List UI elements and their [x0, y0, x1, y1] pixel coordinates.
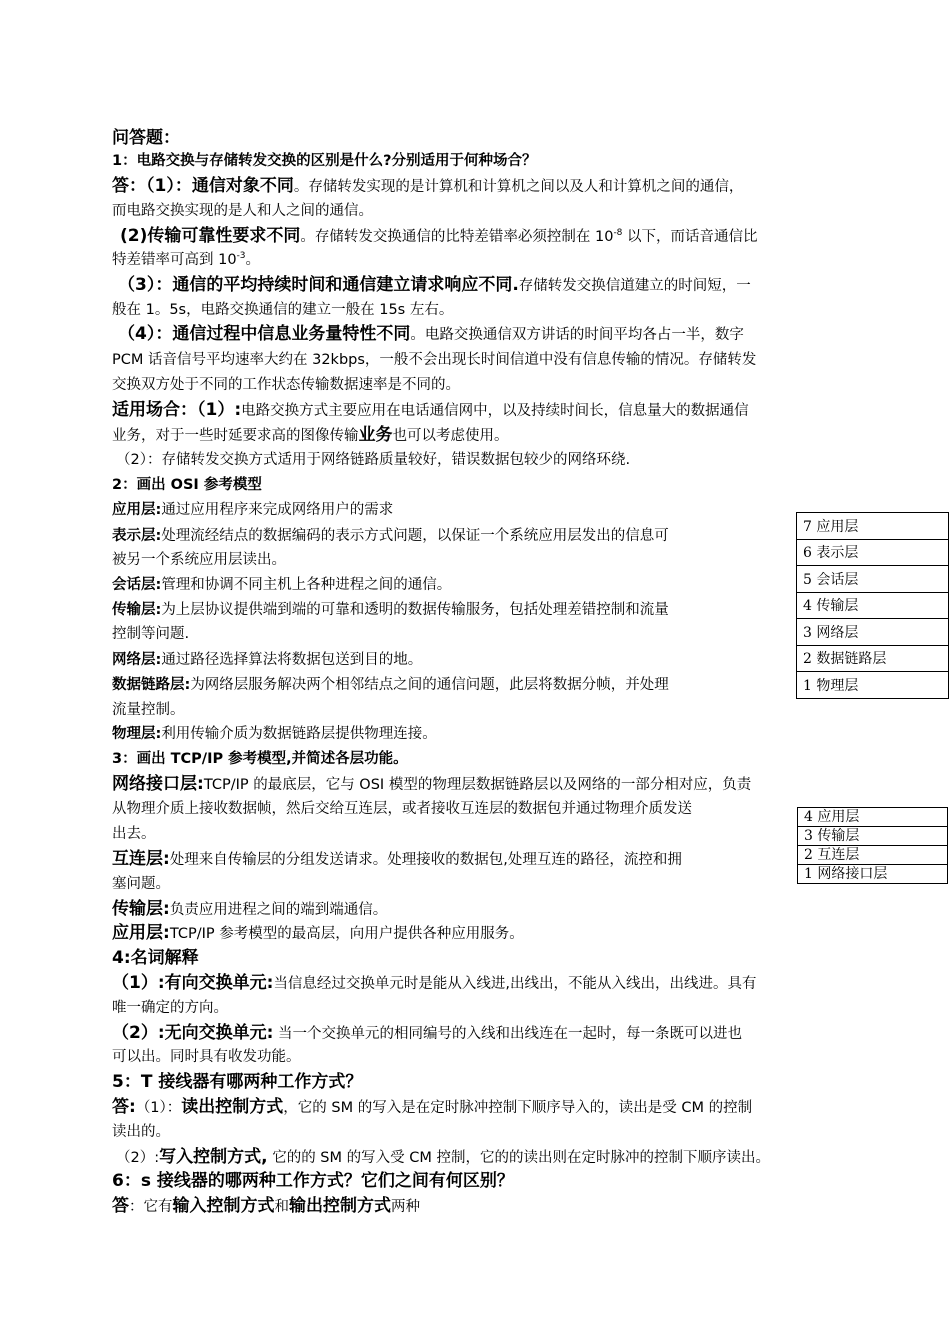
- q1-a1-text: 。存储转发实现的是计算机和计算机之间以及人和计算机之间的通信，: [293, 179, 744, 195]
- q1-answer-4-cont: PCM 话音信号平均速率大约在 32kbps，一般不会出现长时间信道中没有信息传输的情况。存储转发: [112, 352, 757, 368]
- question-2: 2：画出 OSI 参考模型: [112, 477, 262, 493]
- osi-layer-table: [796, 512, 949, 699]
- tcp-network-interface-cont2: 出去。: [112, 826, 156, 842]
- q1-use-2: [116, 450, 630, 470]
- osi-sess-text: 管理和协调不同主机上各种进程之间的通信。: [161, 577, 452, 593]
- q6-a-bold1: 输入控制方式: [172, 1196, 275, 1216]
- q4-t2-text: 当一个交换单元的相同编号的入线和出线连在一起时，每一条既可以进也: [273, 1026, 743, 1042]
- question-5: 5：T 接线器有哪两种工作方式？: [112, 1072, 363, 1092]
- tcp-ni-text: TCP/IP 的最底层，它与 OSI 模型的物理层数据链路层以及网络的一部分相对应，负责: [203, 777, 752, 793]
- osi-transport: [112, 600, 669, 620]
- q1-a2-text-b: 以下，而话音通信比: [622, 229, 758, 245]
- question-3: 3：画出 TCP/IP 参考模型,并简述各层功能。: [112, 751, 408, 767]
- osi-pres-label: 表示层:: [112, 528, 162, 544]
- q5-answer-2: [116, 1147, 770, 1168]
- osi-presentation-cont: 被另一个系统应用层读出。: [112, 552, 286, 568]
- q5-a1-num: （1）：: [135, 1100, 182, 1116]
- q4-term-2: [112, 1023, 742, 1044]
- osi-table-row: 6 表示层: [797, 539, 949, 566]
- q1-a4-text: 。电路交换通信双方讲话的时间平均各占一半，数字: [410, 327, 744, 343]
- q1-use-text2-a: 业务，对于一些时延要求高的图像传输: [112, 428, 359, 444]
- osi-application: [112, 500, 393, 520]
- q1-a4-label: （4）：通信过程中信息业务量特性不同: [118, 324, 411, 344]
- osi-table-row: 5 会话层: [797, 566, 949, 593]
- q4-term-2-cont: 可以出。同时具有收发功能。: [112, 1049, 301, 1065]
- osi-trans-label: 传输层:: [112, 602, 162, 618]
- q6-a-text3: 两种: [391, 1199, 420, 1215]
- tcp-ap-text: TCP/IP 参考模型的最高层，向用户提供各种应用服务。: [169, 926, 524, 942]
- q5-a2-bold: 写入控制方式,: [159, 1147, 268, 1167]
- tcp-table-row: 2 互连层: [798, 846, 948, 865]
- q1-a2-text-a: 。存储转发交换通信的比特差错率必须控制在 10: [300, 229, 614, 245]
- q1-a2-sup1: -8: [613, 228, 623, 239]
- osi-table-row: 2 数据链路层: [797, 645, 949, 672]
- q1-use2-label: （2）：: [116, 452, 162, 468]
- q1-a3-text: 存储转发交换信道建立的时间短，一: [518, 278, 751, 294]
- tcp-transport: [112, 899, 387, 920]
- q1-answer-3: [118, 275, 751, 296]
- osi-table-row: 1 物理层: [797, 672, 949, 699]
- osi-datalink-cont: 流量控制。: [112, 702, 185, 718]
- tcp-table-row: 4 应用层: [798, 808, 948, 827]
- q5-a-label: 答:: [112, 1097, 136, 1117]
- osi-dl-text: 为网络层服务解决两个相邻结点之间的通信问题，此层将数据分帧，并处理: [190, 677, 669, 693]
- q5-answer-1: [112, 1097, 752, 1118]
- osi-datalink: [112, 675, 669, 695]
- tcp-ni-label: 网络接口层:: [112, 774, 204, 794]
- tcp-layer-table: [797, 807, 948, 884]
- tcp-inet-text: 处理来自传输层的分组发送请求。处理接收的数据包,处理互连的路径，流控和拥: [169, 852, 682, 868]
- q1-a2-sup2: -3: [236, 251, 246, 262]
- osi-session: [112, 575, 451, 595]
- q6-answer: [112, 1196, 420, 1217]
- q1-use2-text: 存储转发交换方式适用于网络链路质量较好，错误数据包较少的网络环绕.: [161, 452, 631, 468]
- osi-phy-label: 物理层:: [112, 726, 162, 742]
- q6-a-text1: ：它有: [129, 1199, 173, 1215]
- tcp-internet-cont: 塞问题。: [112, 876, 170, 892]
- tcp-internet: [112, 849, 682, 870]
- q1-use-1-cont: [112, 425, 509, 446]
- q1-answer-2-cont: [112, 250, 260, 270]
- osi-transport-cont: 控制等问题.: [112, 626, 190, 642]
- q1-a2-label: (2)传输可靠性要求不同: [120, 226, 301, 246]
- q1-use-text: 电路交换方式主要应用在电话通信网中，以及持续时间长，信息量大的数据通信: [241, 403, 749, 419]
- tcp-tr-text: 负责应用进程之间的端到端通信。: [169, 902, 388, 918]
- question-4: 4:名词解释: [112, 948, 199, 968]
- q1-answer-4: [118, 324, 744, 345]
- tcp-tr-label: 传输层:: [112, 899, 170, 919]
- q1-answer-4-cont2: 交换双方处于不同的工作状态传输数据速率是不同的。: [112, 377, 460, 393]
- question-1: 1：电路交换与存储转发交换的区别是什么?分别适用于何种场合？: [112, 153, 537, 169]
- q1-use-label: 适用场合：（1）:: [112, 400, 242, 420]
- q6-a-text2: 和: [274, 1199, 289, 1215]
- osi-table-row: 3 网络层: [797, 619, 949, 646]
- osi-app-label: 应用层:: [112, 502, 162, 518]
- q4-t1-text: 当信息经过交换单元时是能从入线进,出线出，不能从入线出，出线进。具有: [273, 976, 757, 992]
- osi-physical: [112, 724, 437, 744]
- osi-dl-label: 数据链路层:: [112, 677, 191, 693]
- q4-term-1-cont: 唯一确定的方向。: [112, 1000, 228, 1016]
- osi-app-text: 通过应用程序来完成网络用户的需求: [161, 502, 394, 518]
- q5-a2-num: （2）:: [116, 1150, 160, 1166]
- osi-sess-label: 会话层:: [112, 577, 162, 593]
- q4-term-1: [112, 973, 757, 994]
- page-title: 问答题：: [112, 128, 180, 148]
- q1-use-text2-c: 也可以考虑使用。: [392, 428, 509, 444]
- q1-a3-label: （3）：通信的平均持续时间和通信建立请求响应不同.: [118, 275, 519, 295]
- osi-net-text: 通过路径选择算法将数据包送到目的地。: [161, 652, 423, 668]
- q5-a2-text: 它的的 SM 的写入受 CM 控制，它的的读出则在定时脉冲的控制下顺序读出。: [267, 1150, 770, 1166]
- q6-a-bold2: 输出控制方式: [289, 1196, 391, 1216]
- tcp-inet-label: 互连层:: [112, 849, 170, 869]
- tcp-network-interface-cont: 从物理介质上接收数据帧，然后交给互连层，或者接收互连层的数据包并通过物理介质发送: [112, 801, 692, 817]
- osi-net-label: 网络层:: [112, 652, 162, 668]
- q1-use-1: [112, 400, 749, 421]
- q5-a1-bold: 读出控制方式: [181, 1097, 284, 1117]
- q1-answer-1: [112, 176, 743, 197]
- question-6: 6：s 接线器的哪两种工作方式？它们之间有何区别？: [112, 1171, 514, 1191]
- q4-t1-label: （1）:有向交换单元:: [112, 973, 274, 993]
- osi-trans-text: 为上层协议提供端到端的可靠和透明的数据传输服务，包括处理差错控制和流量: [161, 602, 669, 618]
- tcp-network-interface: [112, 774, 751, 795]
- q1-answer-3-cont: 般在 1。5s，电路交换通信的建立一般在 15s 左右。: [112, 302, 454, 318]
- q1-a2-text2-b: 。: [245, 252, 261, 268]
- tcp-table-row: 3 传输层: [798, 827, 948, 846]
- q1-answer-1-cont: 而电路交换实现的是人和人之间的通信。: [112, 203, 373, 219]
- q6-a-label: 答: [112, 1196, 129, 1216]
- tcp-application: [112, 923, 524, 944]
- osi-table-row: 7 应用层: [797, 513, 949, 540]
- q5-a1-text: ，它的 SM 的写入是在定时脉冲控制下顺序导入的，读出是受 CM 的控制: [283, 1100, 753, 1116]
- tcp-table-row: 1 网络接口层: [798, 865, 948, 884]
- osi-network: [112, 650, 422, 670]
- q4-t2-label: （2）:无向交换单元:: [112, 1023, 274, 1043]
- q5-answer-1-cont: 读出的。: [112, 1124, 170, 1140]
- tcp-ap-label: 应用层:: [112, 923, 170, 943]
- osi-pres-text: 处理流经结点的数据编码的表示方式问题，以保证一个系统应用层发出的信息可: [161, 528, 669, 544]
- osi-presentation: [112, 526, 669, 546]
- q1-answer-2: [120, 226, 758, 247]
- q1-a2-text2-a: 特差错率可高到 10: [112, 252, 237, 268]
- q1-use-text2-b: 业务: [358, 425, 393, 445]
- osi-table-row: 4 传输层: [797, 592, 949, 619]
- osi-phy-text: 利用传输介质为数据链路层提供物理连接。: [161, 726, 437, 742]
- q1-a1-label: 答：（1）：通信对象不同: [112, 176, 294, 196]
